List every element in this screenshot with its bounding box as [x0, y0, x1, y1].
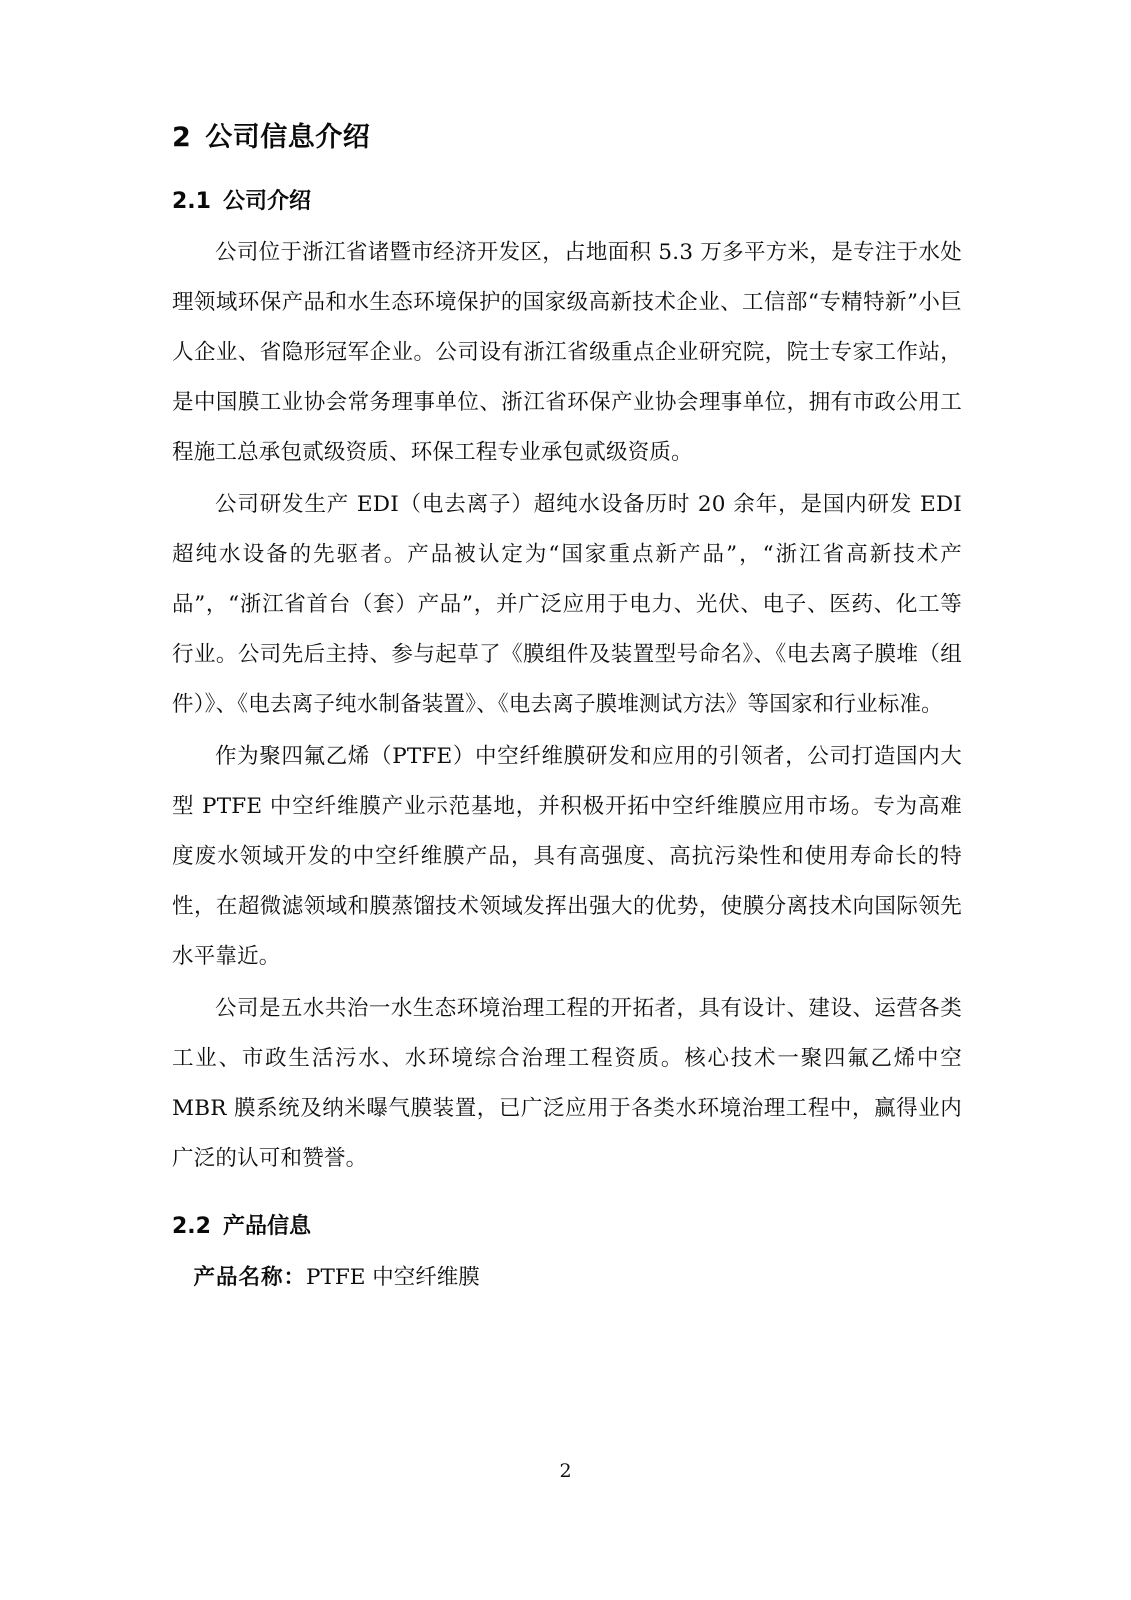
paragraph: 作为聚四氟乙烯（PTFE）中空纤维膜研发和应用的引领者，公司打造国内大型 PTFE 中空纤维膜产业示范基地，并积极开拓中空纤维膜应用市场。专为高难度废水领域开发的中空纤维膜产品，具有高强度、高抗污染性和使用寿命长的特性，在超微滤领域和膜蒸馏技术领域发挥出强大的优势，使膜分离技术向国际领先水平靠近。 — [172, 743, 962, 969]
product-name-label: 产品名称： — [193, 1264, 307, 1290]
section-heading — [172, 118, 962, 159]
subsection-title-2-1: 公司介绍 — [222, 188, 311, 214]
product-name-line — [172, 1253, 962, 1303]
subsection-heading-2-2 — [172, 1210, 962, 1243]
subsection-heading-2-1 — [172, 185, 962, 218]
paragraph: 公司是五水共治一水生态环境治理工程的开拓者，具有设计、建设、运营各类工业、市政生活污水、水环境综合治理工程资质。核心技术一聚四氟乙烯中空 MBR 膜系统及纳米曝气膜装置，已广泛应用于各类水环境治理工程中，赢得业内广泛的认可和赞誉。 — [172, 995, 962, 1171]
page-number: 2 — [559, 1460, 572, 1482]
page-content — [172, 118, 962, 1303]
paragraph: 公司位于浙江省诸暨市经济开发区，占地面积 5.3 万多平方米，是专注于水处理领域环保产品和水生态环境保护的国家级高新技术企业、工信部“专精特新”小巨人企业、省隐形冠军企业。公司设有浙江省级重点企业研究院，院士专家工作站，是中国膜工业协会常务理事单位、浙江省环保产业协会理事单位，拥有市政公用工程施工总承包贰级资质、环保工程专业承包贰级资质。 — [172, 239, 962, 465]
product-name-value: PTFE 中空纤维膜 — [306, 1264, 480, 1290]
subsection-number-2-1: 2.1 — [172, 188, 211, 214]
subsection-number-2-2: 2.2 — [172, 1213, 211, 1239]
section-title: 公司信息介绍 — [205, 122, 371, 153]
paragraph: 公司研发生产 EDI（电去离子）超纯水设备历时 20 余年，是国内研发 EDI 超纯水设备的先驱者。产品被认定为“国家重点新产品”，“浙江省高新技术产品”，“浙江省首台（套）产品”，并广泛应用于电力、光伏、电子、医药、化工等行业。公司先后主持、参与起草了《膜组件及装置型号命名》、《电去离子膜堆（组件）》、《电去离子纯水制备装置》、《电去离子膜堆测试方法》等国家和行业标准。 — [172, 491, 962, 717]
section-number: 2 — [172, 122, 192, 153]
subsection-title-2-2: 产品信息 — [222, 1213, 311, 1239]
